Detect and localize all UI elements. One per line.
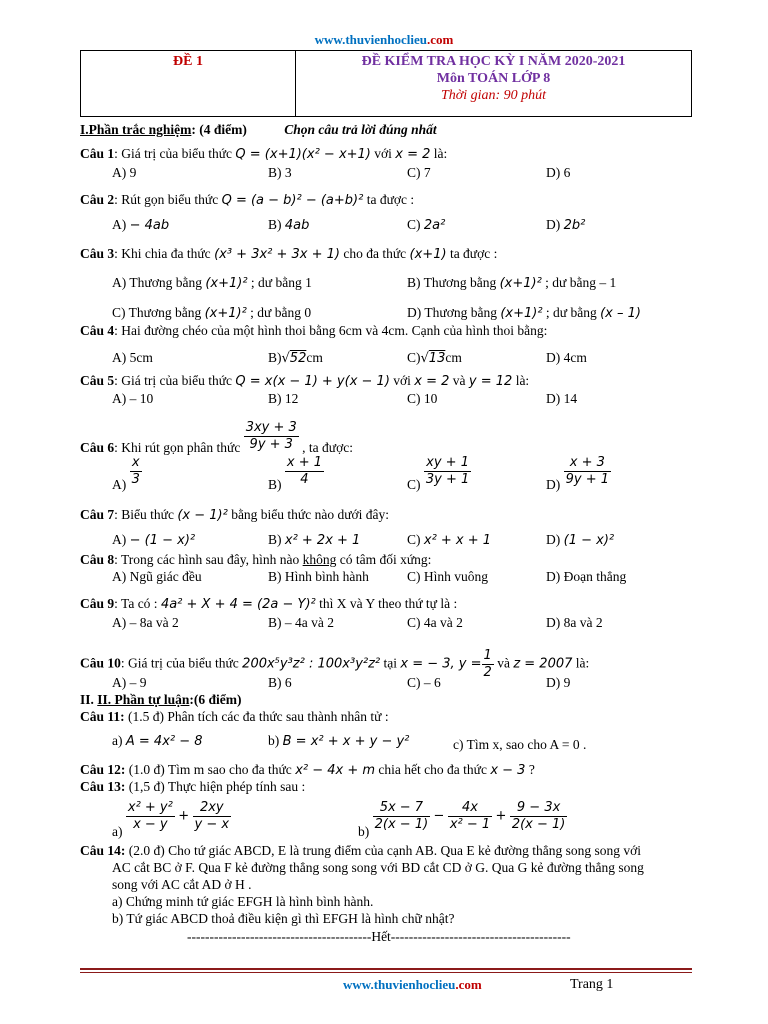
- q8-option-b: B) Hình bình hành: [268, 569, 369, 584]
- q4-option-a: A) 5cm: [112, 350, 153, 365]
- q2-option-c: C) 2a²: [407, 217, 446, 233]
- q4-option-c: C)√13cm: [407, 350, 462, 366]
- q1-option-b: B) 3: [268, 165, 292, 180]
- q14-line-2: AC cắt BC ở F. Qua F kẻ đường thẳng song song với BD cắt CD ở G. Qua G kẻ đường thẳng song: [112, 860, 644, 875]
- footer-rule: [80, 968, 692, 970]
- q4-option-d: D) 4cm: [546, 350, 587, 365]
- q6-fraction: $\frac{3xy + 3}{9y + 3}$: [245, 420, 297, 452]
- q10-option-c: C) – 6: [407, 675, 441, 690]
- page-number: Trang 1: [570, 977, 614, 992]
- q11-part-b: b) B = x² + x + y − y²: [268, 733, 410, 749]
- part2-heading: II. II. Phần tự luận:(6 điểm): [80, 692, 242, 707]
- footer-site-link[interactable]: www.thuvienhoclieu.com: [343, 977, 482, 992]
- question-3: Câu 3: Khi chia đa thức (x³ + 3x² + 3x + 1) cho đa thức (x+1) ta được :: [80, 246, 498, 262]
- q8-option-d: D) Đoạn thẳng: [546, 569, 627, 584]
- exam-title: ĐỀ KIỂM TRA HỌC KỲ I NĂM 2020-2021: [361, 54, 626, 69]
- question-2: Câu 2: Rút gọn biểu thức Q = (a − b)² − (a+b)² ta được :: [80, 192, 415, 208]
- exam-header-table: [80, 50, 692, 117]
- end-marker: -----------------------------------------Hết----------------------------------------: [187, 929, 571, 944]
- q3-option-b: B) Thương bằng (x+1)² ; dư bằng – 1: [407, 275, 617, 291]
- q5-option-c: C) 10: [407, 391, 438, 406]
- part1-heading: I.Phần trắc nghiệm: (4 điểm) Chọn câu trả lời đúng nhất: [80, 122, 437, 137]
- question-6: Câu 6: Khi rút gọn phân thức $\frac{3xy + 3}{9y + 3}$ , ta được:: [80, 420, 353, 455]
- question-9: Câu 9: Ta có : 4a² + X + 4 = (2a − Y)² thì X và Y theo thứ tự là :: [80, 596, 458, 612]
- q11-part-a: a) A = 4x² − 8: [112, 733, 203, 749]
- q13-part-b: b) $\frac{5x - 7}{2(x - 1)}$ − $\frac{4x}{\text{x² − 1}}$ + $\frac{9 - 3x}{2(x - 1)}$: [358, 800, 566, 839]
- q5-option-b: B) 12: [268, 391, 299, 406]
- q5-option-a: A) – 10: [112, 391, 154, 406]
- q1-option-a: A) 9: [112, 165, 137, 180]
- footer-rule-thin: [80, 972, 692, 973]
- q9-option-d: D) 8a và 2: [546, 615, 603, 630]
- q1-option-d: D) 6: [546, 165, 571, 180]
- q9-option-a: A) – 8a và 2: [112, 615, 179, 630]
- q6-option-c: C) $\frac{xy + 1}{3y + 1}$: [407, 455, 470, 492]
- q3-option-d: D) Thương bằng (x+1)² ; dư bằng (x – 1): [407, 305, 641, 321]
- q14-line-3: song với AC cắt AD ở H .: [112, 877, 252, 892]
- exam-number: ĐỀ 1: [173, 54, 203, 69]
- de-cell: [81, 51, 296, 117]
- question-14: Câu 14: (2.0 đ) Cho tứ giác ABCD, E là trung điểm của cạnh AB. Qua E kẻ đường thẳng song song với: [80, 843, 641, 858]
- header-site-link[interactable]: www.thuvienhoclieu.com: [314, 32, 454, 47]
- question-4: Câu 4: Hai đường chéo của một hình thoi bằng 6cm và 4cm. Cạnh của hình thoi bằng:: [80, 323, 548, 338]
- exam-subject: Môn TOÁN LỚP 8: [436, 71, 551, 86]
- q1-option-c: C) 7: [407, 165, 431, 180]
- q6-option-a: A) $\frac{x}{3}$: [112, 455, 140, 492]
- question-5: Câu 5: Giá trị của biểu thức Q = x(x − 1) + y(x − 1) với x = 2 và y = 12 là:: [80, 373, 530, 389]
- question-1: Câu 1: Giá trị của biểu thức Q = (x+1)(x² − x+1) với x = 2 là:: [80, 146, 448, 162]
- q6-option-b: B) $\frac{x + 1}{4}$: [268, 455, 322, 492]
- q3-option-a: A) Thương bằng (x+1)² ; dư bằng 1: [112, 275, 312, 291]
- q3-option-c: C) Thương bằng (x+1)² ; dư bằng 0: [112, 305, 312, 321]
- q9-option-b: B) – 4a và 2: [268, 615, 334, 630]
- q10-option-b: B) 6: [268, 675, 292, 690]
- question-13: Câu 13: (1,5 đ) Thực hiện phép tính sau :: [80, 779, 306, 794]
- q14-part-b: b) Tứ giác ABCD thoả điều kiện gì thì EFGH là hình chữ nhật?: [112, 911, 455, 926]
- q2-option-b: B) 4ab: [268, 217, 310, 233]
- question-11: Câu 11: (1.5 đ) Phân tích các đa thức sau thành nhân tử :: [80, 709, 389, 724]
- q2-option-a: A) − 4ab: [112, 217, 170, 233]
- question-12: Câu 12: (1.0 đ) Tìm m sao cho đa thức x² − 4x + m chia hết cho đa thức x − 3 ?: [80, 762, 535, 778]
- q8-option-a: A) Ngũ giác đều: [112, 569, 202, 584]
- question-7: Câu 7: Biểu thức (x − 1)² bằng biểu thức nào dưới đây:: [80, 507, 390, 523]
- q7-option-c: C) x² + x + 1: [407, 532, 492, 548]
- question-10: Câu 10: Giá trị của biểu thức 200x⁵y³z² : 100x³y²z² tại x = − 3, y = $\frac{1}{2}$ và z = 2007 là:: [80, 648, 590, 680]
- question-8: Câu 8: Trong các hình sau đây, hình nào không có tâm đối xứng:: [80, 552, 432, 567]
- q2-option-d: D) 2b²: [546, 217, 586, 233]
- q10-option-a: A) – 9: [112, 675, 147, 690]
- q7-option-d: D) (1 − x)²: [546, 532, 615, 548]
- q7-option-b: B) x² + 2x + 1: [268, 532, 361, 548]
- q8-option-c: C) Hình vuông: [407, 569, 488, 584]
- q14-part-a: a) Chứng minh tứ giác EFGH là hình bình hành.: [112, 894, 374, 909]
- q6-option-d: D) $\frac{x + 3}{9y + 1}$: [546, 455, 610, 492]
- q9-option-c: C) 4a và 2: [407, 615, 463, 630]
- title-cell: [296, 51, 692, 117]
- q13-part-a: a) $\frac{\text{x² + y²}}{x - y}$ + $\frac{2xy}{y - x}$: [112, 800, 230, 839]
- exam-time: Thời gian: 90 phút: [440, 88, 547, 103]
- q10-option-d: D) 9: [546, 675, 571, 690]
- q4-option-b: B)√52cm: [268, 350, 323, 366]
- q7-option-a: A) − (1 − x)²: [112, 532, 196, 548]
- q11-part-c: c) Tìm x, sao cho A = 0 .: [453, 737, 587, 752]
- q5-option-d: D) 14: [546, 391, 578, 406]
